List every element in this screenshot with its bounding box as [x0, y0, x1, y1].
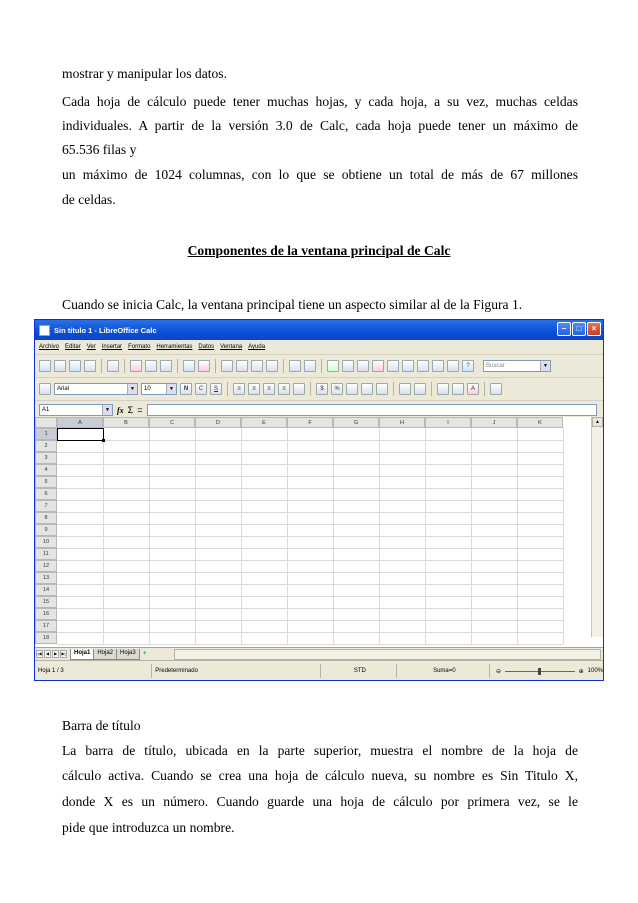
grid-line — [57, 608, 563, 609]
function-wizard-icon[interactable]: fx — [117, 405, 124, 415]
row-header[interactable]: 1 — [35, 428, 57, 440]
grid-line — [57, 560, 563, 561]
fill-handle[interactable] — [102, 439, 105, 442]
grid-line — [57, 572, 563, 573]
selected-cell[interactable] — [57, 428, 104, 441]
chevron-down-icon[interactable]: ▼ — [102, 405, 112, 415]
add-decimal-icon[interactable] — [361, 383, 373, 395]
chevron-down-icon[interactable]: ▼ — [166, 384, 176, 394]
percent-icon[interactable]: % — [331, 383, 343, 395]
tab-hoja2[interactable]: Hoja2 — [93, 649, 117, 660]
menu-ayuda[interactable]: Ayuda — [248, 344, 266, 350]
search-input[interactable] — [483, 360, 551, 372]
background-color-icon[interactable] — [452, 383, 464, 395]
print-preview-icon[interactable] — [160, 360, 172, 372]
delete-decimal-icon[interactable] — [376, 383, 388, 395]
grid-corner[interactable] — [35, 417, 57, 428]
grid-line — [57, 500, 563, 501]
find-replace-icon[interactable] — [402, 360, 414, 372]
paragraph-line: pide que introduzca un nombre. — [62, 820, 235, 835]
borders-icon[interactable] — [437, 383, 449, 395]
new-icon[interactable] — [39, 360, 51, 372]
row-header[interactable]: 4 — [35, 464, 57, 476]
edit-file-icon[interactable] — [107, 360, 119, 372]
draw-functions-icon[interactable] — [387, 360, 399, 372]
name-box[interactable] — [39, 404, 113, 416]
next-sheet-icon[interactable]: ▶ — [53, 651, 58, 656]
formula-input[interactable] — [147, 404, 597, 416]
section-heading: Componentes de la ventana principal de Calc — [187, 243, 451, 258]
column-header[interactable]: B — [103, 417, 149, 428]
align-right-icon[interactable]: ≡ — [263, 383, 275, 395]
zoom-slider[interactable] — [505, 671, 575, 672]
paragraph-line: cálculo activa. Cuando se crea una hoja de cálculo nueva, su nombre es Sin Titulo X, — [62, 768, 578, 783]
number-format-icon[interactable] — [346, 383, 358, 395]
grid-line — [57, 476, 563, 477]
formatting-toolbar — [35, 378, 603, 401]
close-icon[interactable]: × — [587, 322, 601, 336]
sort-descending-icon[interactable] — [357, 360, 369, 372]
paragraph-line: La barra de título, ubicada en la parte superior, muestra el nombre de la hoja de — [62, 743, 578, 758]
column-header[interactable]: F — [287, 417, 333, 428]
column-header[interactable]: H — [379, 417, 425, 428]
window-title: Sin título 1 - LibreOffice Calc — [54, 325, 157, 335]
bold-icon[interactable]: N — [180, 383, 192, 395]
horizontal-scrollbar[interactable] — [174, 649, 601, 660]
standard-toolbar — [35, 355, 603, 378]
styles-icon[interactable] — [39, 383, 51, 395]
row-header[interactable]: 2 — [35, 440, 57, 452]
menu-editar[interactable]: Editar — [65, 344, 81, 350]
column-header[interactable]: J — [471, 417, 517, 428]
grid-line — [57, 596, 563, 597]
section-title: Barra de título — [62, 718, 141, 733]
menu-bar — [35, 340, 603, 355]
hyperlink-icon[interactable] — [327, 360, 339, 372]
save-icon[interactable] — [69, 360, 81, 372]
font-name-select[interactable] — [54, 383, 138, 395]
email-icon[interactable] — [84, 360, 96, 372]
menu-insertar[interactable]: Insertar — [101, 344, 123, 350]
grid-line — [57, 524, 563, 525]
chevron-down-icon[interactable]: ▼ — [540, 361, 550, 371]
prev-sheet-icon[interactable]: ◀ — [45, 651, 50, 656]
open-icon[interactable] — [54, 360, 66, 372]
help-icon[interactable]: ? — [462, 360, 474, 372]
copy-icon[interactable] — [236, 360, 248, 372]
increase-indent-icon[interactable] — [414, 383, 426, 395]
row-header[interactable]: 15 — [35, 596, 57, 608]
paragraph-line: un máximo de 1024 columnas, con lo que se obtiene un total de más de 67 millones — [62, 167, 578, 182]
status-sheet: Hoja 1 / 3 — [35, 664, 152, 678]
align-center-icon[interactable]: ≡ — [248, 383, 260, 395]
row-header[interactable]: 11 — [35, 548, 57, 560]
row-header[interactable]: 16 — [35, 608, 57, 620]
toggle-grid-icon[interactable] — [490, 383, 502, 395]
menu-herramientas[interactable]: Herramientas — [156, 344, 193, 350]
paragraph-line: mostrar y manipular los datos. — [62, 66, 227, 81]
scroll-up-icon[interactable]: ▲ — [592, 417, 603, 427]
menu-ventana[interactable]: Ventana — [220, 344, 243, 350]
row-header[interactable]: 13 — [35, 572, 57, 584]
align-left-icon[interactable]: ≡ — [233, 383, 245, 395]
search-placeholder: Buscar — [486, 363, 505, 369]
row-header[interactable]: 18 — [35, 632, 57, 644]
maximize-icon[interactable]: □ — [572, 322, 586, 336]
chart-icon[interactable] — [372, 360, 384, 372]
menu-ver[interactable]: Ver — [86, 344, 96, 350]
row-header[interactable]: 9 — [35, 524, 57, 536]
print-icon[interactable] — [145, 360, 157, 372]
zoom-in-icon[interactable]: ⊕ — [578, 668, 584, 675]
row-header[interactable]: 14 — [35, 584, 57, 596]
format-paintbrush-icon[interactable] — [266, 360, 278, 372]
spellcheck-icon[interactable] — [183, 360, 195, 372]
grid-line — [57, 464, 563, 465]
grid-line — [57, 536, 563, 537]
column-header[interactable]: I — [425, 417, 471, 428]
autospell-icon[interactable] — [198, 360, 210, 372]
vertical-scrollbar[interactable] — [591, 417, 603, 637]
navigator-icon[interactable] — [417, 360, 429, 372]
sort-ascending-icon[interactable] — [342, 360, 354, 372]
grid-line — [57, 644, 563, 645]
column-header[interactable]: D — [195, 417, 241, 428]
redo-icon[interactable] — [304, 360, 316, 372]
grid-line — [57, 452, 563, 453]
grid-line — [57, 620, 563, 621]
row-header[interactable]: 3 — [35, 452, 57, 464]
tab-hoja3[interactable]: Hoja3 — [116, 649, 140, 660]
pdf-export-icon[interactable] — [130, 360, 142, 372]
row-header[interactable]: 5 — [35, 476, 57, 488]
column-header[interactable]: C — [149, 417, 195, 428]
zoom-level: 100% — [587, 668, 603, 674]
italic-icon[interactable]: C — [195, 383, 207, 395]
row-header[interactable]: 7 — [35, 500, 57, 512]
menu-formato[interactable]: Formato — [128, 344, 151, 350]
paragraph-line: Cuando se inicia Calc, la ventana principal tiene un aspecto similar al de la Figura 1. — [62, 297, 523, 312]
undo-icon[interactable] — [289, 360, 301, 372]
cut-icon[interactable] — [221, 360, 233, 372]
font-name-value: Arial — [57, 386, 70, 392]
sum-icon[interactable]: Σ — [127, 405, 134, 415]
row-header[interactable]: 8 — [35, 512, 57, 524]
grid-line — [57, 512, 563, 513]
column-header[interactable]: G — [333, 417, 379, 428]
equals-icon[interactable]: = — [137, 405, 143, 415]
status-mode: STD — [321, 664, 397, 678]
row-header[interactable]: 6 — [35, 488, 57, 500]
first-sheet-icon[interactable]: |◀ — [37, 651, 42, 656]
spreadsheet-grid[interactable] — [35, 417, 603, 647]
menu-datos[interactable]: Datos — [198, 344, 215, 350]
row-header[interactable]: 10 — [35, 536, 57, 548]
row-header[interactable]: 12 — [35, 560, 57, 572]
gallery-icon[interactable] — [432, 360, 444, 372]
column-header[interactable]: E — [241, 417, 287, 428]
title-bar — [35, 320, 603, 340]
tab-hoja1[interactable]: Hoja1 — [70, 649, 94, 660]
grid-line — [57, 488, 563, 489]
underline-icon[interactable]: S — [210, 383, 222, 395]
paragraph-line: 65.536 filas y — [62, 142, 137, 157]
font-size-select[interactable] — [141, 383, 177, 395]
calc-app-icon — [39, 325, 50, 336]
minimize-icon[interactable]: – — [557, 322, 571, 336]
grid-line — [563, 428, 564, 644]
chevron-down-icon[interactable]: ▼ — [127, 384, 137, 394]
status-style: Predeterminado — [152, 664, 321, 678]
currency-icon[interactable]: $ — [316, 383, 328, 395]
datasources-icon[interactable] — [447, 360, 459, 372]
font-color-icon[interactable]: A — [467, 383, 479, 395]
grid-line — [57, 632, 563, 633]
decrease-indent-icon[interactable] — [399, 383, 411, 395]
add-sheet-icon[interactable]: + — [142, 650, 147, 657]
paragraph-line: individuales. A partir de la versión 3.0 de Calc, cada hoja puede tener un máximo de — [62, 118, 578, 133]
last-sheet-icon[interactable]: ▶| — [61, 651, 66, 656]
zoom-out-icon[interactable]: ⊖ — [496, 668, 502, 675]
paragraph-line: donde X es un número. Cuando guarde una hoja de cálculo por primera vez, se le — [62, 794, 578, 809]
row-header[interactable]: 17 — [35, 620, 57, 632]
column-header[interactable]: A — [57, 417, 103, 428]
column-header[interactable]: K — [517, 417, 563, 428]
sheet-tab-bar — [35, 647, 603, 660]
status-bar — [35, 660, 603, 681]
justify-icon[interactable]: ≡ — [278, 383, 290, 395]
status-sum: Suma=0 — [397, 664, 490, 678]
paragraph-line: Cada hoja de cálculo puede tener muchas hojas, y cada hoja, a su vez, muchas celdas — [62, 94, 578, 109]
grid-line — [57, 584, 563, 585]
cell-reference: A1 — [42, 407, 50, 413]
menu-archivo[interactable]: Archivo — [39, 344, 60, 350]
calc-window-figure — [34, 319, 604, 681]
paragraph-line: de celdas. — [62, 192, 116, 207]
merge-cells-icon[interactable] — [293, 383, 305, 395]
grid-line — [57, 548, 563, 549]
font-size-value: 10 — [144, 386, 151, 392]
grid-line — [57, 440, 563, 441]
paste-icon[interactable] — [251, 360, 263, 372]
